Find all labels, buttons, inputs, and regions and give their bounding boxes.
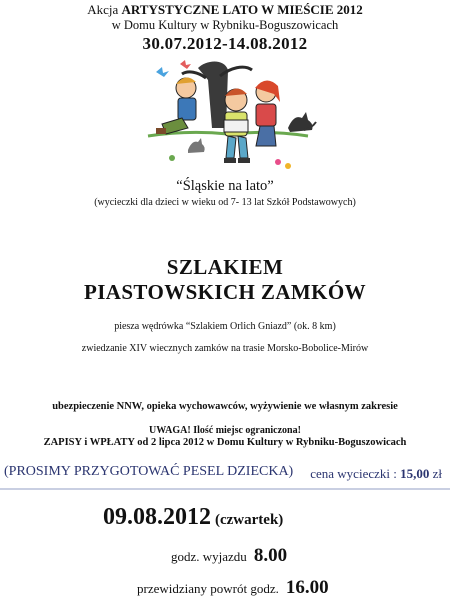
event-date (103, 504, 283, 531)
castles-description: zwiedzanie XIV wiecznych zamków na trasie Morsko-Bobolice-Mirów (81, 343, 369, 354)
trip-price (310, 466, 442, 482)
event-weekday: (czwartek) (215, 512, 284, 528)
header-line1 (0, 2, 450, 18)
header-dates: 30.07.2012-14.08.2012 (142, 34, 308, 53)
divider (0, 488, 450, 490)
program-title: “Śląskie na lato” (176, 178, 274, 194)
price-value: 15,00 (400, 466, 430, 481)
program-age-note: (wycieczki dla dzieci w wieku od 7- 13 lat Szkół Podstawowych) (94, 197, 356, 208)
pesel-notice: (PROSIMY PRZYGOTOWAĆ PESEL DZIECKA) (4, 464, 294, 479)
hike-description: piesza wędrówka “Szlakiem Orlich Gniazd” (ok. 8 km) (114, 321, 336, 332)
price-label: cena wycieczki : (310, 466, 401, 481)
return-time (137, 577, 329, 599)
departure-time-value: 8.00 (253, 545, 288, 566)
price-unit: zł (429, 466, 442, 481)
departure-time (171, 545, 287, 567)
header-prefix: Akcja (87, 2, 122, 17)
limited-places-warning: UWAGA! Ilość miejsc ograniczona! (149, 425, 301, 436)
return-time-value: 16.00 (285, 577, 329, 598)
header-event-name: ARTYSTYCZNE LATO W MIEŚCIE 2012 (121, 2, 363, 17)
insurance-info: ubezpieczenie NNW, opieka wychowawców, wyżywienie we własnym zakresie (52, 401, 398, 412)
departure-label: godz. wyjazdu (171, 549, 247, 564)
event-date-value: 09.08.2012 (103, 504, 211, 530)
header-venue: w Domu Kultury w Rybniku-Boguszowicach (111, 18, 339, 32)
trip-title-line1: SZLAKIEM (166, 255, 284, 279)
children-reading-illustration (128, 58, 328, 176)
trip-title-line2: PIASTOWSKICH ZAMKÓW (83, 280, 366, 304)
signup-info: ZAPISY i WPŁATY od 2 lipca 2012 w Domu Kultury w Rybniku-Boguszowicach (43, 437, 407, 448)
return-label: przewidziany powrót godz. (137, 581, 279, 596)
